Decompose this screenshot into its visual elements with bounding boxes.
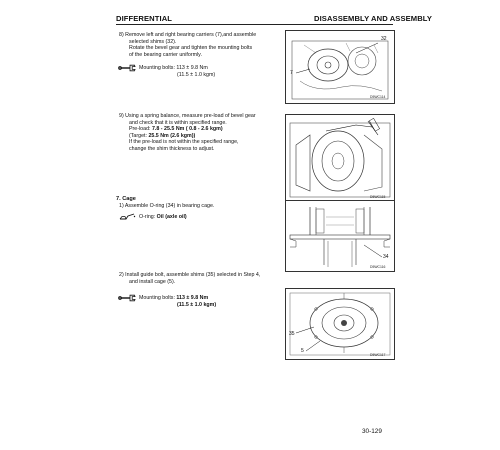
preload-label: Pre-load: [129,126,152,132]
section-header-right: DISASSEMBLY AND ASSEMBLY [314,14,433,23]
figure-spring-balance [285,114,395,204]
section-header-left: DIFFERENTIAL [116,14,173,23]
step8-line1: 8) Remove left and right bearing carriers (7),and assemble [119,32,257,38]
oring-spec [139,214,187,220]
section-cage-title: 7. Cage [116,196,136,202]
figure-code: D5WC116 [370,265,386,269]
figure-bearing-carrier [285,30,395,104]
callout-7: 7 [290,70,293,76]
callout-32: 32 [381,36,387,42]
oil-can-icon [118,213,136,221]
oring-value: Oil (axle oil) [156,214,187,220]
step9-line2: and check that it is within specified range. [129,119,227,126]
step8-torque-alt: (11.5 ± 1.0 kgm) [177,71,216,78]
bearing-carrier-illustration [286,31,394,103]
figure-code: D5WC114 [370,95,386,99]
cage-step2-line2: and install cage (5). [129,278,176,285]
step9-preload [129,126,223,132]
callout-34: 34 [383,254,389,260]
figure-code: D5WC117 [370,353,386,357]
step8-line2: selected shims (32). [129,38,177,45]
step8-line3: Rotate the bevel gear and tighten the mounting bolts [129,45,253,51]
figure-install-cage [285,288,395,360]
torque-label: Mounting bolts: [139,295,177,301]
spring-balance-illustration [286,115,394,203]
step9-line6: change the shim thickness to adjust. [129,145,215,152]
wrench-icon [118,64,136,72]
step2-torque-alt: (11.5 ± 1.0 kgm) [177,301,217,308]
header-rule [116,24,393,25]
target-value: 25.5 Nm (2.6 kgm)) [148,132,196,139]
oring-label: O-ring: [139,214,157,220]
figure-bearing-cage [285,200,395,272]
cage-step1: 1) Assemble O-ring (34) in bearing cage. [119,203,215,209]
callout-35: 35 [289,331,295,337]
preload-value: 7.8 - 25.5 Nm ( 0.8 - 2.6 kgm) [151,126,223,132]
bearing-cage-illustration [286,201,394,271]
figure-code: D5WC115 [370,195,386,199]
step9-line1: 9) Using a spring balance, measure pre-load of bevel gear [119,113,256,119]
step9-line5: If the pre-load is not within the specified range, [129,139,239,145]
wrench-icon [118,294,136,302]
torque-value: 113 ± 9.8 Nm [176,295,209,301]
callout-5: 5 [301,348,304,354]
step2-torque [139,295,208,301]
step8-line4: of the bearing carrier uniformly. [129,51,202,58]
cage-step2-line1: 2) Install guide bolt, assemble shims (35) selected in Step 4, [119,272,261,278]
step8-torque-label: Mounting bolts: 113 ± 9.8 Nm [139,65,208,71]
page-number: 30-129 [362,428,382,435]
step9-target [129,133,195,139]
target-label: (Target: [129,132,149,139]
